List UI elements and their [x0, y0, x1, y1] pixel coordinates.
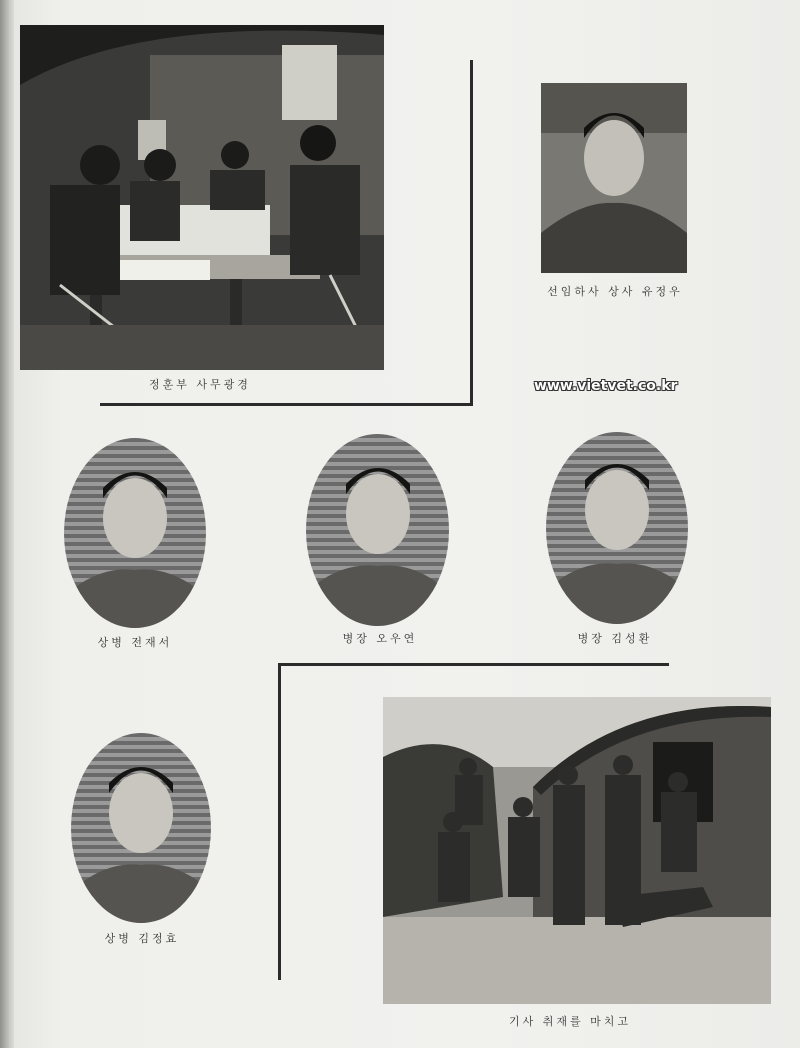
portrait-caption-4: 상병 김정효 — [104, 932, 180, 945]
frame-rule-top — [278, 663, 669, 666]
frame-rule-left — [278, 663, 281, 980]
portrait-caption-1: 상병 전재서 — [97, 636, 173, 649]
portrait-oval-3 — [546, 432, 688, 624]
portrait-caption-3: 병장 김성환 — [577, 632, 653, 645]
frame-rule-right — [470, 60, 473, 406]
group-photo — [383, 697, 771, 1004]
portrait-caption-top-right: 선임하사 상사 유정우 — [547, 285, 683, 298]
frame-rule-bottom — [100, 403, 473, 406]
portrait-oval-2 — [306, 434, 449, 626]
site-watermark: www.vietvet.co.kr — [534, 378, 678, 394]
portrait-photo-top-right — [541, 83, 687, 273]
office-scene-caption: 정훈부 사무광경 — [149, 378, 251, 391]
page-binding — [0, 0, 14, 1048]
portrait-caption-2: 병장 오우연 — [342, 632, 418, 645]
portrait-oval-4 — [71, 733, 211, 923]
office-scene-photo — [20, 25, 384, 370]
group-photo-caption: 기사 취재를 마치고 — [508, 1015, 631, 1028]
portrait-oval-1 — [64, 438, 206, 628]
